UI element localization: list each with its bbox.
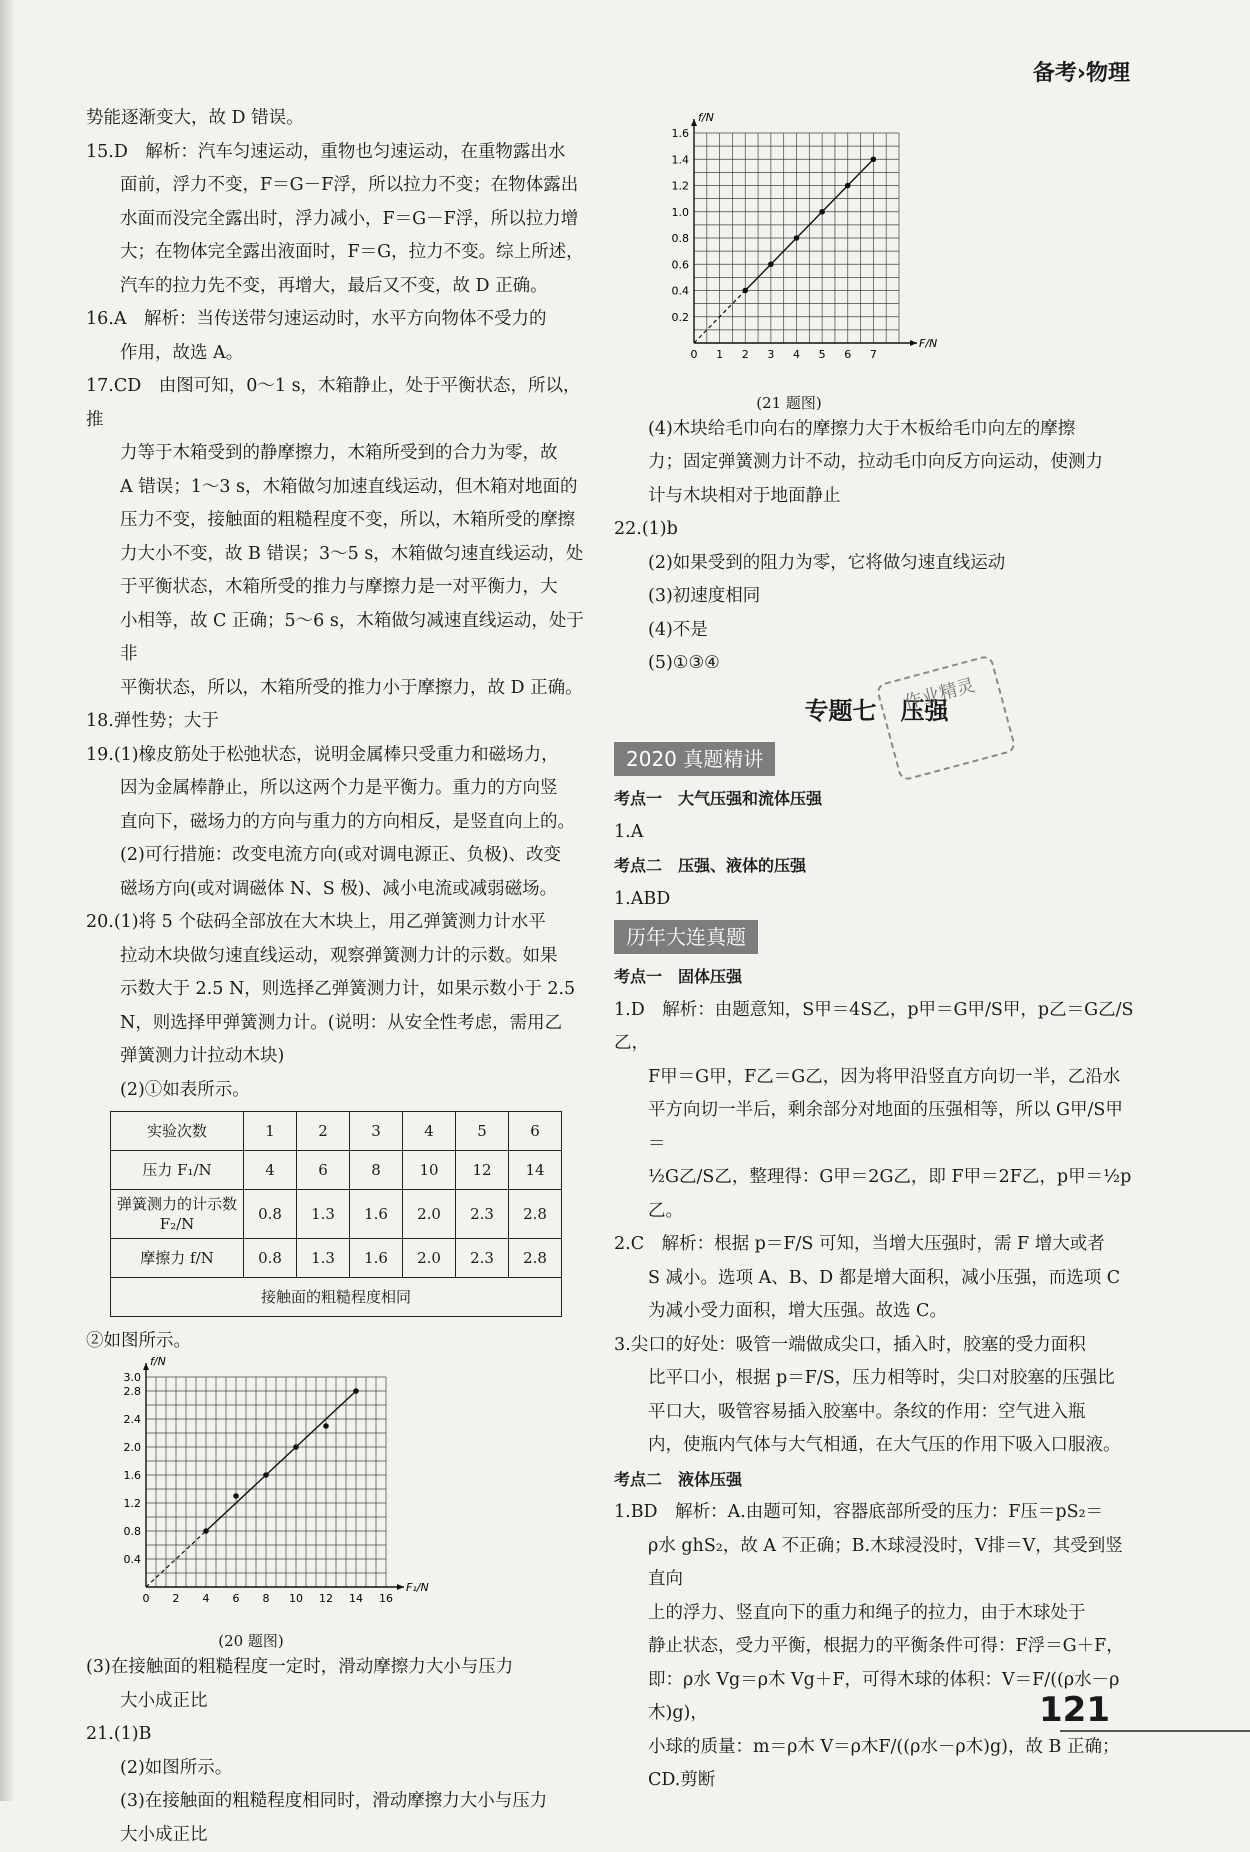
- table-row: [111, 1278, 562, 1317]
- text-line: 即：ρ水 Vg＝ρ木 Vg＋F，可得木球的体积：V＝F/((ρ水－ρ木)g)，: [614, 1664, 1139, 1731]
- x-tick-label: 3: [767, 348, 774, 361]
- table-cell: 6: [297, 1151, 350, 1190]
- table-row: [111, 1190, 562, 1239]
- table-cell: 2.8: [509, 1190, 562, 1239]
- text-line: (3)在接触面的粗糙程度一定时，滑动摩擦力大小与压力: [86, 1651, 586, 1685]
- y-tick-label: 1.6: [672, 127, 690, 140]
- table-cell: 6: [509, 1112, 562, 1151]
- text-line: (4)木块给毛巾向右的摩擦力大于木板给毛巾向左的摩擦: [614, 413, 1139, 447]
- table-cell: 压力 F₁/N: [111, 1151, 244, 1190]
- table-cell: 1.6: [350, 1190, 403, 1239]
- text-line: (2)如果受到的阻力为零，它将做匀速直线运动: [614, 547, 1139, 581]
- text-line: 于平衡状态，木箱所受的推力与摩擦力是一对平衡力，大: [86, 571, 586, 605]
- text-line: 面前，浮力不变，F＝G－F浮，所以拉力不变；在物体露出: [86, 169, 586, 203]
- text-line: 因为金属棒静止，所以这两个力是平衡力。重力的方向竖: [86, 772, 586, 806]
- table-cell: 2.3: [456, 1239, 509, 1278]
- text-line: 作用，故选 A。: [86, 337, 586, 371]
- table-cell: 摩擦力 f/N: [111, 1239, 244, 1278]
- answer-line: 1.ABD: [614, 883, 1139, 917]
- y-tick-label: 1.2: [672, 180, 690, 193]
- y-tick-label: 1.6: [124, 1469, 142, 1482]
- data-point: [203, 1528, 209, 1534]
- text-line: 示数大于 2.5 N，则选择乙弹簧测力计，如果示数小于 2.5: [86, 973, 586, 1007]
- y-tick-label: 3.0: [124, 1371, 142, 1384]
- table-cell: 2: [297, 1112, 350, 1151]
- text-line: 计与木块相对于地面静止: [614, 480, 1139, 514]
- text-line: (4)不是: [614, 614, 1139, 648]
- text-line: 1.BD 解析：A.由题可知，容器底部所受的压力：F压＝pS₂＝: [614, 1496, 1139, 1530]
- text-line: 上的浮力、竖直向下的重力和绳子的拉力，由于木球处于: [614, 1597, 1139, 1631]
- key-point-heading: 考点二 压强、液体的压强: [614, 849, 1139, 883]
- data-point: [263, 1472, 269, 1478]
- text-line: 小相等，故 C 正确；5～6 s，木箱做匀减速直线运动，处于非: [86, 605, 586, 672]
- table-cell: 0.8: [244, 1239, 297, 1278]
- text-line: (5)①③④: [614, 647, 1139, 681]
- chart-20: [86, 1359, 416, 1619]
- text-line: 3.尖口的好处：吸管一端做成尖口，插入时，胶塞的受力面积: [614, 1329, 1139, 1363]
- key-point-heading: 考点一 大气压强和流体压强: [614, 782, 1139, 816]
- text-line: 大小成正比: [86, 1819, 586, 1852]
- section-title: 专题七 压强: [614, 695, 1139, 729]
- y-tick-label: 1.2: [124, 1497, 142, 1510]
- banner-history: 历年大连真题: [614, 920, 758, 954]
- text-line: 小球的质量：m＝ρ木 V＝ρ木F/((ρ水－ρ木)g)，故 B 正确；CD.剪断: [614, 1731, 1139, 1798]
- answer-line: 1.A: [614, 816, 1139, 850]
- text-line: (2)如图所示。: [86, 1752, 586, 1786]
- y-axis-arrow-icon: [691, 119, 697, 126]
- y-axis-label: f/N: [698, 111, 714, 124]
- x-axis-arrow-icon: [397, 1584, 404, 1590]
- banner-2020: 2020 真题精讲: [614, 742, 775, 776]
- y-tick-label: 2.8: [124, 1385, 142, 1398]
- x-tick-label: 6: [233, 1592, 240, 1605]
- text-line: 磁场方向(或对调磁体 N、S 极)、减小电流或减弱磁场。: [86, 873, 586, 907]
- table-cell: 4: [244, 1151, 297, 1190]
- x-tick-label: 1: [716, 348, 723, 361]
- text-line: 比平口小，根据 p＝F/S，压力相等时，尖口对胶塞的压强比: [614, 1362, 1139, 1396]
- table-row: [111, 1151, 562, 1190]
- table-cell: 8: [350, 1151, 403, 1190]
- text-line: 平口大，吸管容易插入胶塞中。条纹的作用：空气进入瓶: [614, 1396, 1139, 1430]
- text-line: 内，使瓶内气体与大气相通，在大气压的作用下吸入口服液。: [614, 1429, 1139, 1463]
- x-tick-label: 4: [793, 348, 800, 361]
- text-line: 20.(1)将 5 个砝码全部放在大木块上，用乙弹簧测力计水平: [86, 906, 586, 940]
- x-tick-label: 2: [173, 1592, 180, 1605]
- header-separator-icon: ›: [1077, 61, 1086, 86]
- right-column: [614, 115, 1139, 1798]
- table-cell: 1: [244, 1112, 297, 1151]
- y-tick-label: 1.0: [672, 206, 690, 219]
- text-line: 1.D 解析：由题意知，S甲＝4S乙，p甲＝G甲/S甲，p乙＝G乙/S乙，: [614, 994, 1139, 1061]
- text-line: (3)在接触面的粗糙程度相同时，滑动摩擦力大小与压力: [86, 1785, 586, 1819]
- x-tick-label: 0: [143, 1592, 150, 1605]
- y-tick-label: 0.2: [672, 311, 690, 324]
- data-point: [323, 1423, 329, 1429]
- table-row: [111, 1112, 562, 1151]
- x-tick-label: 12: [319, 1592, 333, 1605]
- text-line: 19.(1)橡皮筋处于松弛状态，说明金属棒只受重力和磁场力，: [86, 739, 586, 773]
- table-cell: 1.3: [297, 1239, 350, 1278]
- header-brand: 备考: [1033, 61, 1077, 86]
- table-cell: 1.3: [297, 1190, 350, 1239]
- binding-edge: [0, 0, 14, 1801]
- table-cell: 弹簧测力的计示数 F₂/N: [111, 1190, 244, 1239]
- text-line: 力等于木箱受到的静摩擦力，木箱所受到的合力为零，故: [86, 437, 586, 471]
- x-tick-label: 6: [844, 348, 851, 361]
- text-line: 力；固定弹簧测力计不动，拉动毛巾向反方向运动，使测力: [614, 446, 1139, 480]
- text-line: (2)①如表所示。: [86, 1074, 586, 1108]
- data-point: [871, 156, 877, 162]
- table-cell: 14: [509, 1151, 562, 1190]
- text-line: N，则选择甲弹簧测力计。(说明：从安全性考虑，需用乙: [86, 1007, 586, 1041]
- x-tick-label: 10: [289, 1592, 303, 1605]
- x-tick-label: 0: [691, 348, 698, 361]
- x-axis-arrow-icon: [910, 340, 917, 346]
- stamp-logo: 作业精灵: [875, 654, 1017, 782]
- text-line: 18.弹性势；大于: [86, 705, 586, 739]
- text-line: 平方向切一半后，剩余部分对地面的压强相等，所以 G甲/S甲＝: [614, 1094, 1139, 1161]
- y-tick-label: 0.6: [672, 258, 690, 271]
- table-row: [111, 1239, 562, 1278]
- y-tick-label: 0.8: [672, 232, 690, 245]
- data-point: [768, 261, 774, 267]
- text-line: 弹簧测力计拉动木块): [86, 1040, 586, 1074]
- data-point: [742, 288, 748, 294]
- x-axis-label: F/N: [919, 337, 937, 350]
- text-line: 力大小不变，故 B 错误；3～5 s，木箱做匀速直线运动，处: [86, 538, 586, 572]
- table-cell: 2.8: [509, 1239, 562, 1278]
- y-tick-label: 0.4: [124, 1553, 142, 1566]
- table-cell: 0.8: [244, 1190, 297, 1239]
- x-tick-label: 16: [379, 1592, 393, 1605]
- text-line: 大小成正比: [86, 1685, 586, 1719]
- table-cell: 2.3: [456, 1190, 509, 1239]
- page-number-rule: [1060, 1730, 1250, 1732]
- data-table: [110, 1111, 562, 1317]
- table-cell: 5: [456, 1112, 509, 1151]
- text-line: 22.(1)b: [614, 513, 1139, 547]
- y-tick-label: 2.4: [124, 1413, 142, 1426]
- x-axis-label: F₁/N: [406, 1581, 429, 1594]
- y-axis-arrow-icon: [143, 1363, 149, 1370]
- text-line: 为减小受力面积，增大压强。故选 C。: [614, 1295, 1139, 1329]
- text-line: 15.D 解析：汽车匀速运动，重物也匀速运动，在重物露出水: [86, 136, 586, 170]
- x-tick-label: 7: [870, 348, 877, 361]
- key-point-heading: 考点一 固体压强: [614, 960, 1139, 994]
- left-column: [86, 102, 586, 1852]
- text-line: 水面而没完全露出时，浮力减小，F＝G－F浮，所以拉力增: [86, 203, 586, 237]
- text-line: (2)可行措施：改变电流方向(或对调电源正、负极)、改变: [86, 839, 586, 873]
- data-point: [353, 1388, 359, 1394]
- table-cell: 10: [403, 1151, 456, 1190]
- table-footer: 接触面的粗糙程度相同: [111, 1278, 562, 1317]
- data-point: [794, 235, 800, 241]
- data-point: [233, 1493, 239, 1499]
- y-tick-label: 1.4: [672, 153, 690, 166]
- x-tick-label: 5: [819, 348, 826, 361]
- x-tick-label: 14: [349, 1592, 363, 1605]
- data-point: [819, 209, 825, 215]
- text-line: 大；在物体完全露出液面时，F＝G，拉力不变。综上所述，: [86, 236, 586, 270]
- text-line: 压力不变，接触面的粗糙程度不变，所以，木箱所受的摩擦: [86, 504, 586, 538]
- text-line: F甲＝G甲，F乙＝G乙，因为将甲沿竖直方向切一半，乙沿水: [614, 1061, 1139, 1095]
- text-line: 势能逐渐变大，故 D 错误。: [86, 102, 586, 136]
- y-tick-label: 0.4: [672, 285, 690, 298]
- text-line: 21.(1)B: [86, 1718, 586, 1752]
- text-line: 16.A 解析：当传送带匀速运动时，水平方向物体不受力的: [86, 303, 586, 337]
- text-line: A 错误；1～3 s，木箱做匀加速直线运动，但木箱对地面的: [86, 471, 586, 505]
- table-cell: 2.0: [403, 1190, 456, 1239]
- chart-21-caption: (21 题图): [654, 393, 924, 413]
- x-tick-label: 4: [203, 1592, 210, 1605]
- text-line: 直向下，磁场力的方向与重力的方向相反，是竖直向上的。: [86, 806, 586, 840]
- y-tick-label: 0.8: [124, 1525, 142, 1538]
- table-cell: 实验次数: [111, 1112, 244, 1151]
- text-line: 平衡状态，所以，木箱所受的推力小于摩擦力，故 D 正确。: [86, 672, 586, 706]
- chart-21: [654, 115, 924, 380]
- text-line: 2.C 解析：根据 p＝F/S 可知，当增大压强时，需 F 增大或者: [614, 1228, 1139, 1262]
- x-tick-label: 2: [742, 348, 749, 361]
- text-line: ②如图所示。: [86, 1325, 586, 1359]
- text-line: S 减小。选项 A、B、D 都是增大面积，减小压强，而选项 C: [614, 1262, 1139, 1296]
- text-line: 汽车的拉力先不变，再增大，最后又不变，故 D 正确。: [86, 270, 586, 304]
- table-cell: 3: [350, 1112, 403, 1151]
- text-line: 拉动木块做匀速直线运动，观察弹簧测力计的示数。如果: [86, 940, 586, 974]
- text-line: 静止状态，受力平衡，根据力的平衡条件可得：F浮＝G＋F，: [614, 1630, 1139, 1664]
- table-cell: 1.6: [350, 1239, 403, 1278]
- page-number: 121: [1039, 1690, 1110, 1730]
- header-subject: 物理: [1086, 61, 1130, 86]
- table-cell: 2.0: [403, 1239, 456, 1278]
- text-line: (3)初速度相同: [614, 580, 1139, 614]
- table-cell: 12: [456, 1151, 509, 1190]
- x-tick-label: 8: [263, 1592, 270, 1605]
- y-tick-label: 2.0: [124, 1441, 142, 1454]
- data-point: [845, 183, 851, 189]
- text-line: 17.CD 由图可知，0～1 s，木箱静止，处于平衡状态，所以，推: [86, 370, 586, 437]
- text-line: ½G乙/S乙，整理得：G甲＝2G乙，即 F甲＝2F乙，p甲＝½p乙。: [614, 1161, 1139, 1228]
- table-cell: 4: [403, 1112, 456, 1151]
- data-point: [293, 1444, 299, 1450]
- text-line: ρ水 ghS₂，故 A 不正确；B.木球浸没时，V排＝V，其受到竖直向: [614, 1530, 1139, 1597]
- key-point-heading: 考点二 液体压强: [614, 1463, 1139, 1497]
- chart-20-caption: (20 题图): [86, 1631, 416, 1651]
- running-header: [1033, 56, 1130, 87]
- y-axis-label: f/N: [150, 1355, 166, 1368]
